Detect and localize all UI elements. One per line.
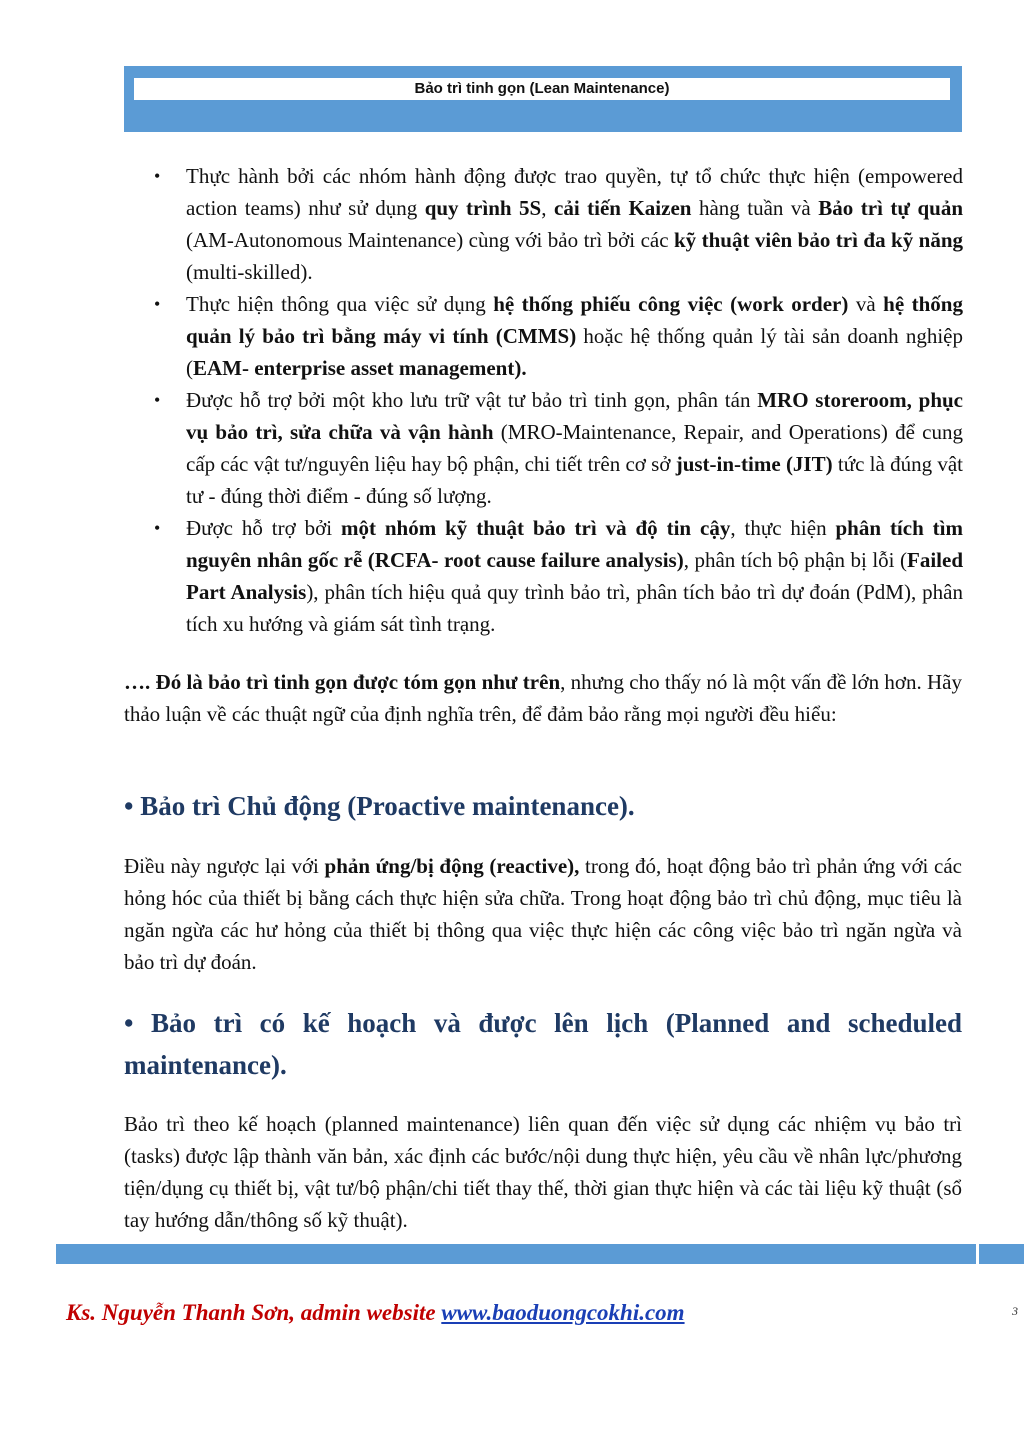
bold-text-run: một nhóm kỹ thuật bảo trì và độ tin cậy — [340, 516, 731, 540]
text-run: , phân tích bộ phận bị lỗi ( — [683, 548, 907, 572]
text-run: Điều này ngược lại với — [124, 854, 325, 878]
bold-text-run: kỹ thuật viên bảo trì đa kỹ năng — [673, 228, 964, 252]
bold-text-run: hệ thống phiếu công việc (work order) — [493, 292, 849, 316]
bold-text-run: phân tích tìm nguyên nhân gốc rễ (RCFA- root cause failure analysis) — [186, 516, 963, 572]
bullet-list — [148, 160, 963, 640]
text-run: Thực hành bởi các nhóm hành động được trao quyền, tự tổ chức thực hiện (empowered action teams) như sử dụng — [186, 164, 963, 220]
section-heading-planned: • Bảo trì có kế hoạch và được lên lịch (Planned and scheduled maintenance). — [124, 1008, 962, 1080]
planned-paragraph: Bảo trì theo kế hoạch (planned maintenance) liên quan đến việc sử dụng các nhiệm vụ bảo trì (tasks) được lập thành văn bản, xác định các bước/nội dung thực hiện, yêu cầu về nhân lực/phương tiện/dụng cụ thiết bị, vật tư/bộ phận/chi tiết thay thế, thời gian thực hiện và các tài liệu kỹ thuật (sổ tay hướng dẫn/thông số kỹ thuật). — [124, 1112, 962, 1232]
section-heading-proactive: • Bảo trì Chủ động (Proactive maintenance). — [124, 791, 635, 821]
proactive-paragraph — [124, 850, 962, 978]
text-run: và — [848, 292, 884, 316]
website-link[interactable]: www.baoduongcokhi.com — [441, 1300, 685, 1325]
text-run: (multi-skilled). — [186, 260, 313, 284]
bold-text-run: quy trình 5S — [424, 196, 542, 220]
bold-text-run: just-in-time (JIT) — [675, 452, 833, 476]
text-run: (AM-Autonomous Maintenance) cùng với bảo trì bởi các — [186, 228, 674, 252]
page-header-title: Bảo trì tinh gọn (Lean Maintenance) — [134, 78, 950, 100]
text-run: Được hỗ trợ bởi một kho lưu trữ vật tư bảo trì tinh gọn, phân tán — [186, 388, 758, 412]
summary-paragraph — [124, 666, 962, 730]
bold-text-run: phản ứng/bị động (reactive), — [324, 854, 580, 878]
bullet-icon: • — [154, 518, 161, 538]
text-run: trong đó, hoạt động bảo trì phản ứng với các hỏng hóc của thiết bị bằng cách thực hiện sửa chữa. Trong hoạt động bảo trì chủ động, mục tiêu là ngăn ngừa các hư hỏng của thiết bị thông qua việc thực hiện các công việc bảo trì ngăn ngừa và bảo trì dự đoán. — [124, 854, 962, 974]
text-run: hoặc hệ thống quản lý tài sản doanh nghiệp ( — [186, 324, 963, 380]
footer-credit — [66, 1300, 685, 1326]
bold-text-run: Failed Part Analysis — [186, 548, 963, 604]
header-band — [124, 66, 962, 132]
bullet-icon: • — [154, 390, 161, 410]
bold-text-run: Bảo trì tự quản — [818, 196, 964, 220]
text-run: , — [541, 196, 554, 220]
text-run: (MRO-Maintenance, Repair, and Operations) để cung cấp các vật tư/nguyên liệu hay bộ phận, chi tiết trên cơ sở — [186, 420, 963, 476]
bullet-icon: • — [154, 294, 161, 314]
text-run: Được hỗ trợ bởi — [186, 516, 341, 540]
text-run: tức là đúng vật tư - đúng thời điểm - đúng số lượng. — [186, 452, 963, 508]
text-run: , nhưng cho thấy nó là một vấn đề lớn hơn. Hãy thảo luận về các thuật ngữ của định nghĩa trên, để đảm bảo rằng mọi người đều hiểu: — [124, 670, 962, 726]
list-item — [148, 288, 963, 384]
page-number: 3 — [1012, 1304, 1018, 1318]
bold-text-run: EAM- enterprise asset management). — [193, 356, 527, 380]
text-run: Thực hiện thông qua việc sử dụng — [186, 292, 494, 316]
list-item — [148, 160, 963, 288]
bold-text-run: hệ thống quản lý bảo trì bằng máy vi tính (CMMS) — [186, 292, 963, 348]
bold-text-run: …. Đó là bảo trì tinh gọn được tóm gọn như trên — [124, 670, 561, 694]
footer-rule-gap — [976, 1244, 979, 1264]
bullet-icon: • — [154, 166, 161, 186]
footer-rule — [56, 1244, 1024, 1264]
text-run: ), phân tích hiệu quả quy trình bảo trì, phân tích bảo trì dự đoán (PdM), phân tích xu hướng và giám sát tình trạng. — [186, 580, 963, 636]
text-run: , thực hiện — [730, 516, 836, 540]
list-item — [148, 512, 963, 640]
list-item — [148, 384, 963, 512]
text-run: hàng tuần và — [691, 196, 819, 220]
bold-text-run: cải tiến Kaizen — [554, 196, 692, 220]
footer-author: Ks. Nguyễn Thanh Sơn, admin website — [66, 1300, 442, 1325]
bold-text-run: MRO storeroom, phục vụ bảo trì, sửa chữa và vận hành — [186, 388, 963, 444]
